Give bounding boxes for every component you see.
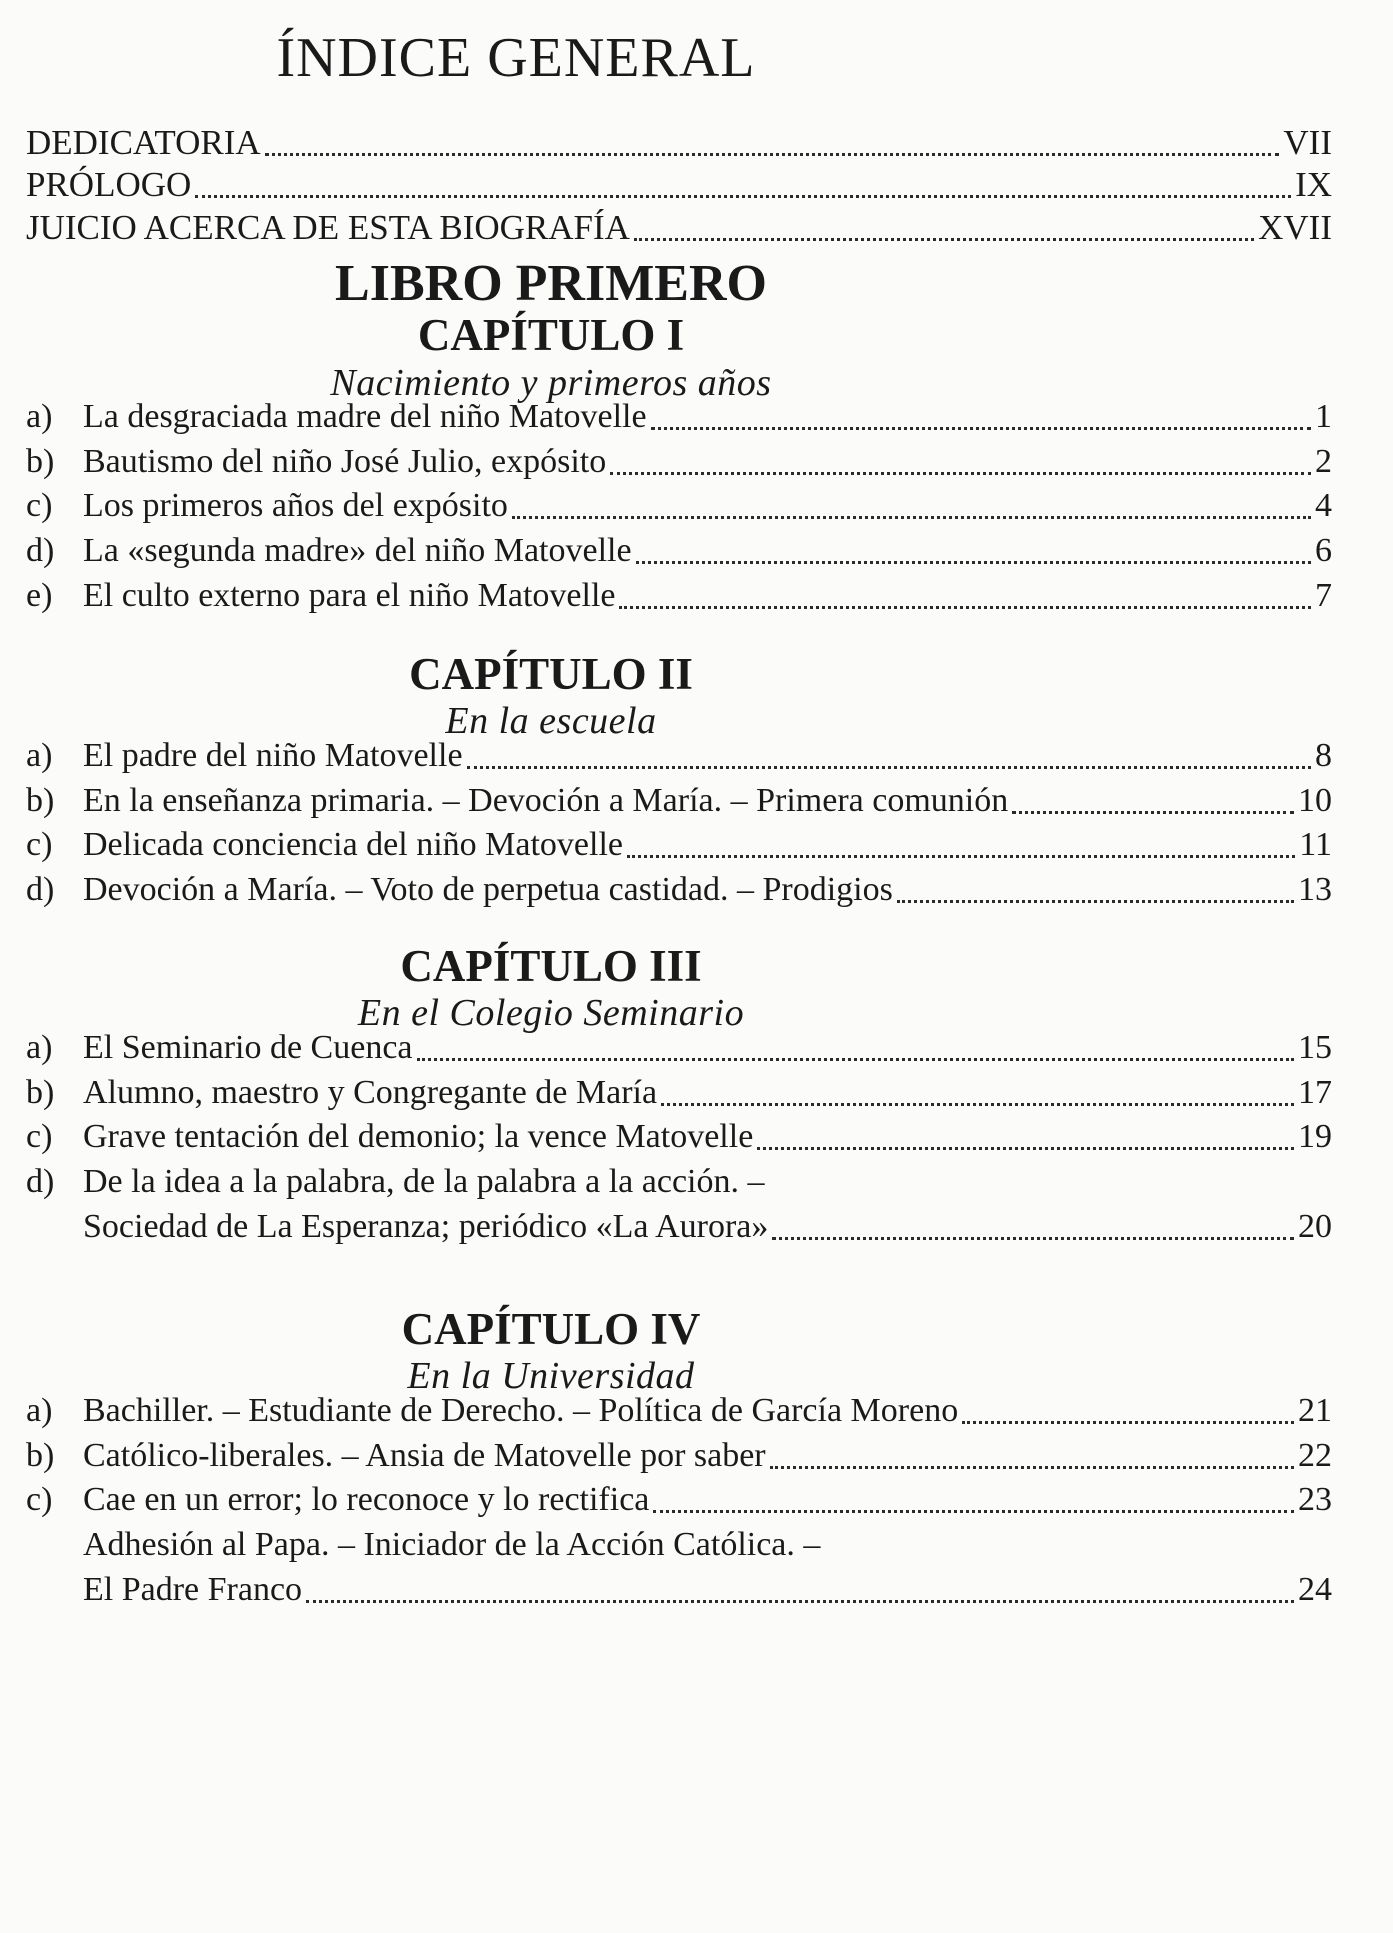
entry-page: 1 [1315, 398, 1332, 435]
dot-leader [653, 1510, 1294, 1513]
entry-text: Cae en un error; lo reconoce y lo rectifica [83, 1481, 650, 1518]
dot-leader [610, 472, 1311, 475]
entry-letter: d) [26, 871, 55, 908]
entry-letter: a) [26, 398, 53, 435]
toc-entry [26, 823, 1332, 867]
entry-text: Bachiller. – Estudiante de Derecho. – Política de García Moreno [83, 1392, 959, 1429]
entry-text: Grave tentación del demonio; la vence Matovelle [83, 1118, 754, 1155]
entry-page: 15 [1298, 1029, 1332, 1066]
dot-leader [467, 766, 1311, 769]
dot-leader [661, 1103, 1294, 1106]
dot-leader [962, 1421, 1294, 1424]
entry-text: En la enseñanza primaria. – Devoción a María. – Primera comunión [83, 782, 1009, 819]
dot-leader [651, 427, 1311, 430]
entry-text: La desgraciada madre del niño Matovelle [83, 398, 647, 435]
entry-letter: a) [26, 1392, 53, 1429]
entry-page: 21 [1298, 1392, 1332, 1429]
entry-page: 8 [1315, 737, 1332, 774]
entry-letter: e) [26, 577, 53, 614]
index-page [26, 0, 1334, 1933]
dot-leader [627, 855, 1295, 858]
entry-text: Adhesión al Papa. – Iniciador de la Acción Católica. – [83, 1526, 821, 1563]
chapter-heading: CAPÍTULO I [417, 310, 685, 360]
dot-leader [634, 238, 1254, 241]
dot-leader [757, 1147, 1294, 1150]
toc-entry [26, 529, 1332, 573]
toc-entry [26, 1478, 1332, 1522]
entry-text: Delicada conciencia del niño Matovelle [83, 826, 623, 863]
entry-letter: b) [26, 782, 55, 819]
entry-page: 2 [1315, 443, 1332, 480]
dot-leader [897, 900, 1294, 903]
dot-leader [512, 516, 1311, 519]
front-matter-row [26, 121, 1332, 165]
front-matter-label: PRÓLOGO [26, 165, 192, 204]
entry-text: Devoción a María. – Voto de perpetua castidad. – Prodigios [83, 871, 893, 908]
toc-entry [26, 484, 1332, 528]
entry-text: La «segunda madre» del niño Matovelle [83, 532, 632, 569]
dot-leader [195, 195, 1291, 198]
chapter-subtitle: En el Colegio Seminario [357, 992, 745, 1034]
entry-letter: d) [26, 1163, 55, 1200]
entry-page: 20 [1298, 1208, 1332, 1245]
entry-page: 11 [1299, 826, 1332, 863]
entry-page: 17 [1298, 1074, 1332, 1111]
toc-entry [26, 868, 1332, 912]
dot-leader [619, 606, 1311, 609]
entry-letter: a) [26, 737, 53, 774]
toc-entry [26, 1434, 1332, 1478]
entry-text: Bautismo del niño José Julio, expósito [83, 443, 607, 480]
chapter-heading: CAPÍTULO III [400, 941, 702, 991]
front-matter-page: VII [1283, 123, 1332, 162]
entry-page: 6 [1315, 532, 1332, 569]
toc-entry-continuation [26, 1568, 1332, 1612]
front-matter-label: DEDICATORIA [26, 123, 261, 162]
chapter-heading: CAPÍTULO II [409, 649, 693, 699]
toc-entry [26, 574, 1332, 618]
entry-letter: b) [26, 1437, 55, 1474]
front-matter-page: IX [1295, 165, 1332, 204]
entry-page: 24 [1298, 1571, 1332, 1608]
toc-entry [26, 440, 1332, 484]
toc-entry [26, 395, 1332, 439]
entry-page: 23 [1298, 1481, 1332, 1518]
entry-letter: a) [26, 1029, 53, 1066]
entry-letter: c) [26, 487, 53, 524]
entry-text: El culto externo para el niño Matovelle [83, 577, 616, 614]
page-title: ÍNDICE GENERAL [276, 27, 756, 89]
entry-page: 13 [1298, 871, 1332, 908]
dot-leader [770, 1466, 1294, 1469]
entry-text-continuation: El Padre Franco [83, 1571, 303, 1608]
dot-leader [636, 561, 1311, 564]
toc-entry [26, 779, 1332, 823]
entry-letter: b) [26, 1074, 55, 1111]
toc-entry [26, 1115, 1332, 1159]
front-matter-row [26, 163, 1332, 207]
entry-page: 4 [1315, 487, 1332, 524]
toc-entry [26, 1523, 1332, 1567]
entry-letter: c) [26, 1481, 53, 1518]
entry-text: Los primeros años del expósito [83, 487, 508, 524]
dot-leader [306, 1600, 1294, 1603]
entry-text: Alumno, maestro y Congregante de María [83, 1074, 658, 1111]
front-matter-page: XVII [1258, 208, 1332, 247]
chapter-subtitle: En la escuela [445, 700, 657, 742]
chapter-subtitle: En la Universidad [407, 1355, 695, 1397]
entry-letter: c) [26, 826, 53, 863]
toc-entry [26, 1071, 1332, 1115]
dot-leader [265, 153, 1280, 156]
dot-leader [772, 1237, 1294, 1240]
entry-text: Católico-liberales. – Ansia de Matovelle por saber [83, 1437, 766, 1474]
entry-page: 22 [1298, 1437, 1332, 1474]
entry-letter: c) [26, 1118, 53, 1155]
dot-leader [417, 1058, 1294, 1061]
entry-text-continuation: Sociedad de La Esperanza; periódico «La Aurora» [83, 1208, 769, 1245]
toc-entry [26, 1389, 1332, 1433]
chapter-subtitle: Nacimiento y primeros años [330, 362, 772, 404]
entry-letter: d) [26, 532, 55, 569]
toc-entry [26, 734, 1332, 778]
entry-letter: b) [26, 443, 55, 480]
book-title: LIBRO PRIMERO [335, 255, 767, 312]
entry-page: 10 [1298, 782, 1332, 819]
entry-text: De la idea a la palabra, de la palabra a la acción. – [83, 1163, 765, 1200]
entry-page: 7 [1315, 577, 1332, 614]
entry-page: 19 [1298, 1118, 1332, 1155]
toc-entry [26, 1026, 1332, 1070]
entry-text: El padre del niño Matovelle [83, 737, 463, 774]
entry-text: El Seminario de Cuenca [83, 1029, 413, 1066]
toc-entry-continuation [26, 1205, 1332, 1249]
chapter-heading: CAPÍTULO IV [401, 1304, 701, 1354]
toc-entry [26, 1160, 1332, 1204]
front-matter-label: JUICIO ACERCA DE ESTA BIOGRAFÍA [26, 208, 630, 247]
front-matter-row [26, 206, 1332, 250]
dot-leader [1012, 811, 1294, 814]
